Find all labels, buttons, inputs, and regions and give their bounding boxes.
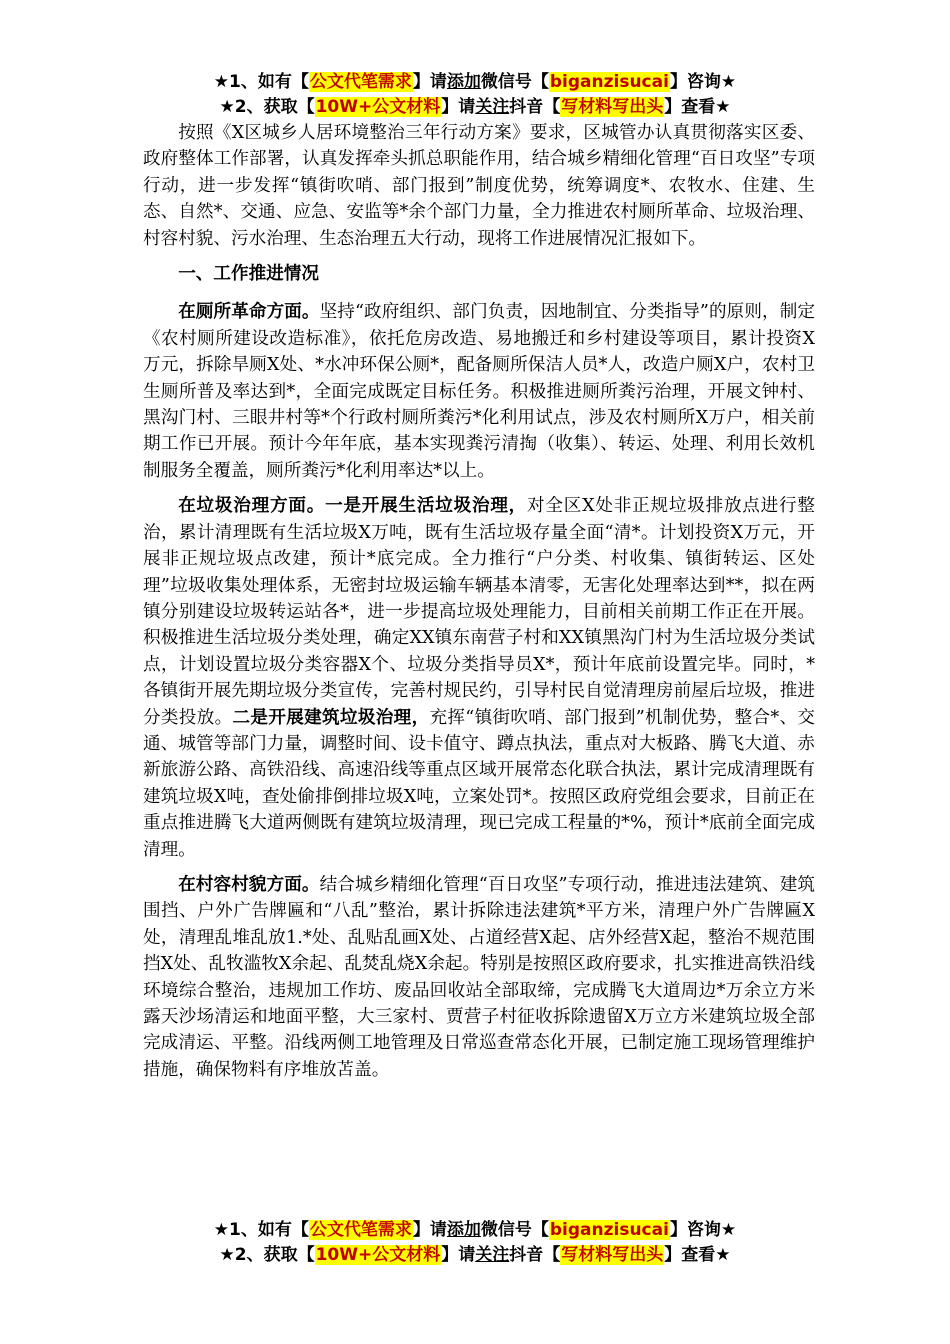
banner-douyin-id: 写材料写出头	[561, 1245, 664, 1265]
banner-wechat-id: biganzisucai	[549, 72, 669, 92]
banner-underlined: 添加	[446, 72, 481, 92]
paragraph-text: 坚持“政府组织、部门负责，因地制宜、分类指导”的原则，制定《农村厕所建设改造标准》，依托危房改造、易地搬迁和乡村建设等项目，累计投资X万元，拆除旱厕X处、*水冲环保公厕*，配备厕所保洁人员*人，改造户厕X户，农村卫生厕所普及率达到*，全面完成既定目标任务。积极推进厕所粪污治理，开展文钟村、黑沟门村、三眼井村等*个行政村厕所粪污*化利用试点，涉及农村厕所X万户，相关前期工作已开展。预计今年年底，基本实现粪污清掏（收集）、转运、处理、利用长效机制服务全覆盖，厕所粪污*化利用率达*以上。	[143, 302, 815, 481]
paragraph-sublead: 二是开展建筑垃圾治理，	[232, 706, 430, 728]
banner-text: ★2、获取【	[219, 97, 315, 117]
promo-banner-top-line1	[0, 70, 950, 94]
paragraph-sublead: 一是开展生活垃圾治理，	[325, 495, 528, 517]
promo-banner-top-line2	[0, 95, 950, 119]
banner-underlined: 关注	[475, 97, 510, 117]
promo-banner-bottom-line1	[0, 1218, 950, 1242]
banner-highlight: 公文代笔需求	[309, 72, 412, 92]
banner-text: 】查看★	[664, 1245, 731, 1265]
banner-text: 】咨询★	[669, 1220, 737, 1240]
document-body	[143, 120, 815, 1092]
paragraph-lead: 在厕所革命方面。	[178, 301, 320, 323]
banner-text: 抖音【	[509, 97, 561, 117]
banner-douyin-id: 写材料写出头	[561, 97, 664, 117]
banner-text: 】请	[412, 72, 447, 92]
banner-underlined: 关注	[475, 1245, 510, 1265]
paragraph-text: 对全区X处非正规垃圾排放点进行整治，累计清理既有生活垃圾X万吨，既有生活垃圾存量全面“清*。计划投资X万元，开展非正规垃圾点改建，预计*底完成。全力推行“户分类、村收集、镇街转运、区处理”垃圾收集处理体系，无密封垃圾运输车辆基本清零，无害化处理率达到**，拟在两镇分别建设垃圾转运站各*，进一步提高垃圾处理能力，目前相关前期工作正在开展。积极推进生活垃圾分类处理，确定XX镇东南营子村和XX镇黑沟门村为生活垃圾分类试点，计划设置垃圾分类容器X个、垃圾分类指导员X*，预计年底前设置完毕。同时，*各镇街开展先期垃圾分类宣传，完善村规民约，引导村民自觉清理房前屋后垃圾，推进分类投放。	[143, 496, 815, 728]
banner-text: 抖音【	[509, 1245, 561, 1265]
banner-text: ★2、获取【	[219, 1245, 315, 1265]
paragraph-village-appearance	[143, 872, 815, 1083]
banner-highlight: 10W+公文材料	[315, 1245, 441, 1265]
banner-highlight: 公文代笔需求	[309, 1220, 412, 1240]
paragraph-text: 结合城乡精细化管理“百日攻坚”专项行动，推进违法建筑、建筑围挡、户外广告牌匾和“八乱”整治，累计拆除违法建筑*平方米，清理户外广告牌匾X处，清理乱堆乱放1.*处、乱贴乱画X处、占道经营X起、店外经营X起，整治不规范围挡X处、乱牧滥牧X余起、乱焚乱烧X余起。特别是按照区政府要求，扎实推进高铁沿线环境综合整治，违规加工作坊、废品回收站全部取缔，完成腾飞大道周边*万余立方米露天沙场清运和地面平整，大三家村、贾营子村征收拆除遗留X万立方米建筑垃圾全部完成清运、平整。沿线两侧工地管理及日常巡查常态化开展，已制定施工现场管理维护措施，确保物料有序堆放苫盖。	[143, 874, 815, 1080]
banner-text: 微信号【	[480, 72, 549, 92]
banner-text: 】查看★	[664, 97, 731, 117]
banner-text: 】请	[441, 1245, 476, 1265]
paragraph-toilet-revolution	[143, 299, 815, 484]
banner-text: 】请	[412, 1220, 447, 1240]
banner-text: 微信号【	[480, 1220, 549, 1240]
banner-highlight: 10W+公文材料	[315, 97, 441, 117]
paragraph-garbage-treatment	[143, 493, 815, 863]
promo-banner-bottom-line2	[0, 1243, 950, 1267]
banner-underlined: 添加	[446, 1220, 481, 1240]
banner-text: 】请	[441, 97, 476, 117]
paragraph-lead: 在垃圾治理方面。	[178, 495, 326, 517]
banner-wechat-id: biganzisucai	[549, 1220, 669, 1240]
paragraph-text: 充挥“镇街吹哨、部门报到”机制优势，整合*、交通、城管等部门力量，调整时间、设卡值守、蹲点执法，重点对大板路、腾飞大道、赤新旅游公路、高铁沿线、高速沿线等重点区域开展常态化联合执法，累计完成清理既有建筑垃圾X吨，查处偷排倒排垃圾X吨，立案处罚*。按照区政府党组会要求，目前正在重点推进腾飞大道两侧既有建筑垃圾清理，现已完成工程量的*%，预计*底前全面完成清理。	[143, 707, 815, 860]
banner-text: ★1、如有【	[213, 1220, 309, 1240]
banner-text: ★1、如有【	[213, 72, 309, 92]
banner-text: 】咨询★	[669, 72, 737, 92]
section-heading: 一、工作推进情况	[178, 263, 319, 285]
paragraph-lead: 在村容村貌方面。	[178, 873, 320, 895]
intro-paragraph: 按照《X区城乡人居环境整治三年行动方案》要求，区城管办认真贯彻落实区委、政府整体工作部署，认真发挥牵头抓总职能作用，结合城乡精细化管理“百日攻坚”专项行动，进一步发挥“镇街吹哨、部门报到”制度优势，统筹调度*、农牧水、住建、生态、自然*、交通、应急、安监等*余个部门力量，全力推进农村厕所革命、垃圾治理、村容村貌、污水治理、生态治理五大行动，现将工作进展情况汇报如下。	[143, 123, 815, 249]
